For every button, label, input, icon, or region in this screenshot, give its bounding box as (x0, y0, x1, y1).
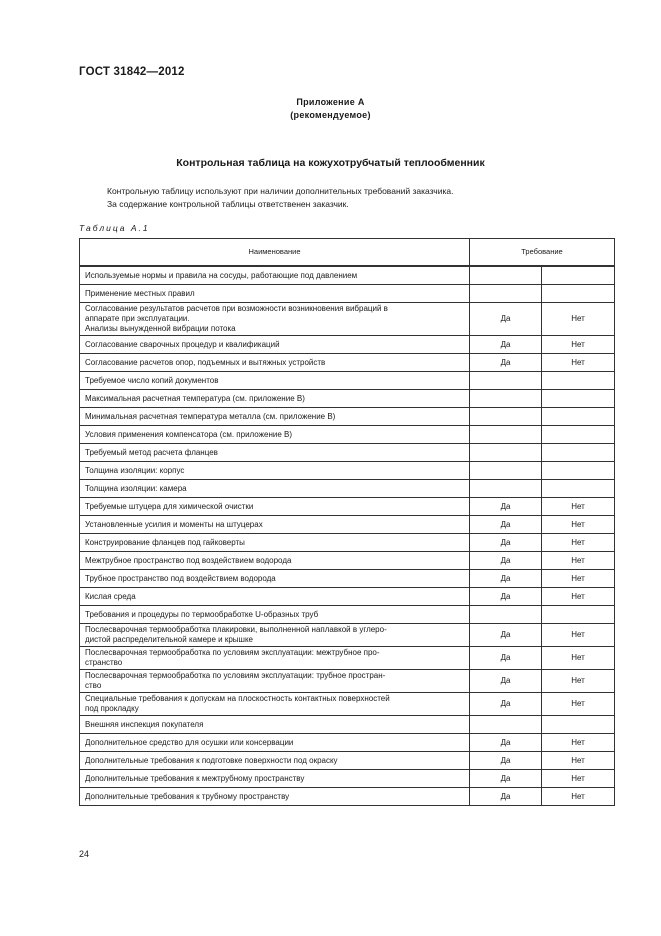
table-label: Таблица А.1 (79, 223, 150, 233)
annex-title: Приложение А (296, 97, 365, 107)
answer-yes-cell: Да (470, 752, 542, 770)
row-name-line: Требуемое число копий документов (85, 375, 219, 385)
answer-yes-cell (470, 462, 542, 480)
row-name-line: Требования и процедуры по термообработке U-образных труб (85, 609, 319, 619)
answer-yes-cell: Да (470, 534, 542, 552)
table-row (80, 408, 615, 426)
answer-yes-cell: Да (470, 647, 542, 670)
row-name-cell (80, 498, 470, 516)
table-row (80, 336, 615, 354)
row-name-cell (80, 480, 470, 498)
row-name-line: Согласование результатов расчетов при возможности возникновения вибраций в (85, 304, 388, 313)
row-name-cell (80, 372, 470, 390)
table-row (80, 788, 615, 806)
table-row (80, 462, 615, 480)
row-name-line: Согласование сварочных процедур и квалификаций (85, 339, 280, 349)
row-name-line: Межтрубное пространство под воздействием водорода (85, 555, 292, 565)
answer-yes-cell: Да (470, 516, 542, 534)
answer-no-cell (542, 426, 615, 444)
answer-no-cell: Нет (542, 552, 615, 570)
answer-yes-cell: Да (470, 734, 542, 752)
answer-yes-cell: Да (470, 498, 542, 516)
table-header-row (80, 239, 615, 267)
answer-no-cell: Нет (542, 647, 615, 670)
answer-no-cell: Нет (542, 570, 615, 588)
annex-status: (рекомендуемое) (290, 110, 371, 120)
row-name-line: ство (85, 681, 102, 690)
intro-text (107, 185, 453, 211)
answer-no-cell: Нет (542, 693, 615, 716)
table-row (80, 752, 615, 770)
row-name-cell (80, 354, 470, 372)
row-name-cell (80, 266, 470, 285)
answer-yes-cell (470, 606, 542, 624)
answer-yes-cell (470, 444, 542, 462)
row-name-cell (80, 716, 470, 734)
row-name-line: Внешняя инспекция покупателя (85, 719, 204, 729)
answer-yes-cell (470, 426, 542, 444)
answer-no-cell: Нет (542, 770, 615, 788)
row-name-cell (80, 752, 470, 770)
row-name-line: дистой распределительной камере и крышке (85, 635, 253, 644)
row-name-cell (80, 285, 470, 303)
answer-yes-cell: Да (470, 670, 542, 693)
answer-no-cell: Нет (542, 670, 615, 693)
page-number: 24 (79, 849, 90, 859)
row-name-line: Минимальная расчетная температура металла (см. приложение В) (85, 411, 336, 421)
table-row (80, 624, 615, 647)
row-name-line: Применение местных правил (85, 288, 195, 298)
table-row (80, 770, 615, 788)
table-row (80, 534, 615, 552)
row-name-line: Дополнительные требования к подготовке поверхности под окраску (85, 755, 338, 765)
answer-no-cell (542, 390, 615, 408)
table-row (80, 716, 615, 734)
row-name-line: странство (85, 658, 123, 667)
table-body (80, 266, 615, 806)
row-name-line: под прокладку (85, 704, 139, 713)
answer-no-cell: Нет (542, 752, 615, 770)
table-row (80, 480, 615, 498)
table-row (80, 693, 615, 716)
answer-yes-cell: Да (470, 693, 542, 716)
row-name-line: Дополнительные требования к межтрубному пространству (85, 773, 305, 783)
table-row (80, 285, 615, 303)
row-name-line: Дополнительные требования к трубному пространству (85, 791, 290, 801)
row-name-cell (80, 534, 470, 552)
table-row (80, 266, 615, 285)
row-name-line: Специальные требования к допускам на плоскостность контактных поверхностей (85, 694, 390, 703)
answer-no-cell (542, 716, 615, 734)
answer-yes-cell (470, 285, 542, 303)
answer-yes-cell: Да (470, 770, 542, 788)
table-row (80, 303, 615, 336)
row-name-line: Используемые нормы и правила на сосуды, работающие под давлением (85, 270, 358, 280)
annex-heading (0, 96, 661, 122)
answer-no-cell: Нет (542, 336, 615, 354)
answer-no-cell (542, 462, 615, 480)
intro-line: За содержание контрольной таблицы ответственен заказчик. (107, 199, 349, 209)
row-name-cell (80, 588, 470, 606)
answer-yes-cell (470, 390, 542, 408)
table-row (80, 588, 615, 606)
table-row (80, 444, 615, 462)
table-row (80, 552, 615, 570)
row-name-line: Трубное пространство под воздействием водорода (85, 573, 276, 583)
row-name-line: Толщина изоляции: корпус (85, 465, 185, 475)
answer-no-cell: Нет (542, 788, 615, 806)
table-row (80, 734, 615, 752)
answer-no-cell (542, 480, 615, 498)
row-name-line: Дополнительное средство для осушки или консервации (85, 737, 294, 747)
row-name-cell (80, 516, 470, 534)
row-name-line: Анализы вынужденной вибрации потока (85, 324, 236, 333)
table-row (80, 516, 615, 534)
answer-yes-cell: Да (470, 588, 542, 606)
table-row (80, 670, 615, 693)
row-name-cell (80, 390, 470, 408)
table-row (80, 426, 615, 444)
row-name-line: Согласование расчетов опор, подъемных и вытяжных устройств (85, 357, 326, 367)
row-name-cell (80, 693, 470, 716)
row-name-cell (80, 788, 470, 806)
answer-yes-cell: Да (470, 788, 542, 806)
answer-no-cell: Нет (542, 516, 615, 534)
row-name-line: Послесварочная термообработка плакировки, выполненной наплавкой в углеро- (85, 625, 387, 634)
row-name-line: Толщина изоляции: камера (85, 483, 187, 493)
row-name-line: Установленные усилия и моменты на штуцерах (85, 519, 263, 529)
answer-yes-cell: Да (470, 570, 542, 588)
row-name-cell (80, 606, 470, 624)
answer-no-cell (542, 285, 615, 303)
row-name-cell (80, 624, 470, 647)
row-name-cell (80, 552, 470, 570)
table-row (80, 570, 615, 588)
answer-yes-cell: Да (470, 303, 542, 336)
answer-no-cell (542, 266, 615, 285)
answer-yes-cell (470, 372, 542, 390)
row-name-cell (80, 770, 470, 788)
answer-no-cell (542, 444, 615, 462)
row-name-cell (80, 647, 470, 670)
answer-no-cell: Нет (542, 534, 615, 552)
checklist-table (79, 238, 615, 806)
answer-no-cell: Нет (542, 303, 615, 336)
row-name-cell (80, 734, 470, 752)
table-row (80, 647, 615, 670)
row-name-line: Послесварочная термообработка по условиям эксплуатации: трубное простран- (85, 671, 386, 680)
row-name-cell (80, 408, 470, 426)
answer-yes-cell: Да (470, 354, 542, 372)
row-name-line: Послесварочная термообработка по условиям эксплуатации: межтрубное про- (85, 648, 380, 657)
answer-no-cell: Нет (542, 588, 615, 606)
row-name-line: Условия применения компенсатора (см. приложение В) (85, 429, 293, 439)
column-header-name: Наименование (80, 239, 470, 267)
answer-no-cell: Нет (542, 624, 615, 647)
row-name-line: Требуемые штуцера для химической очистки (85, 501, 254, 511)
table-row (80, 498, 615, 516)
row-name-cell (80, 570, 470, 588)
answer-yes-cell: Да (470, 336, 542, 354)
column-header-requirement: Требование (470, 239, 615, 267)
answer-no-cell: Нет (542, 734, 615, 752)
document-title: Контрольная таблица на кожухотрубчатый теплообменник (176, 157, 485, 169)
answer-yes-cell (470, 480, 542, 498)
row-name-cell (80, 444, 470, 462)
answer-yes-cell: Да (470, 624, 542, 647)
table-row (80, 606, 615, 624)
row-name-cell (80, 426, 470, 444)
row-name-cell (80, 462, 470, 480)
table-row (80, 390, 615, 408)
row-name-line: Требуемый метод расчета фланцев (85, 447, 218, 457)
standard-code: ГОСТ 31842—2012 (79, 66, 185, 78)
answer-yes-cell (470, 408, 542, 426)
answer-no-cell (542, 408, 615, 426)
row-name-cell (80, 303, 470, 336)
answer-yes-cell (470, 716, 542, 734)
table-row (80, 354, 615, 372)
answer-yes-cell (470, 266, 542, 285)
answer-no-cell: Нет (542, 354, 615, 372)
answer-no-cell (542, 372, 615, 390)
intro-line: Контрольную таблицу используют при наличии дополнительных требований заказчика. (107, 186, 454, 196)
table-row (80, 372, 615, 390)
answer-no-cell (542, 606, 615, 624)
row-name-line: Максимальная расчетная температура (см. приложение В) (85, 393, 305, 403)
row-name-cell (80, 336, 470, 354)
answer-yes-cell: Да (470, 552, 542, 570)
row-name-line: аппарате при эксплуатации. (85, 314, 190, 323)
row-name-cell (80, 670, 470, 693)
answer-no-cell: Нет (542, 498, 615, 516)
row-name-line: Кислая среда (85, 591, 136, 601)
row-name-line: Конструирование фланцев под гайковерты (85, 537, 245, 547)
